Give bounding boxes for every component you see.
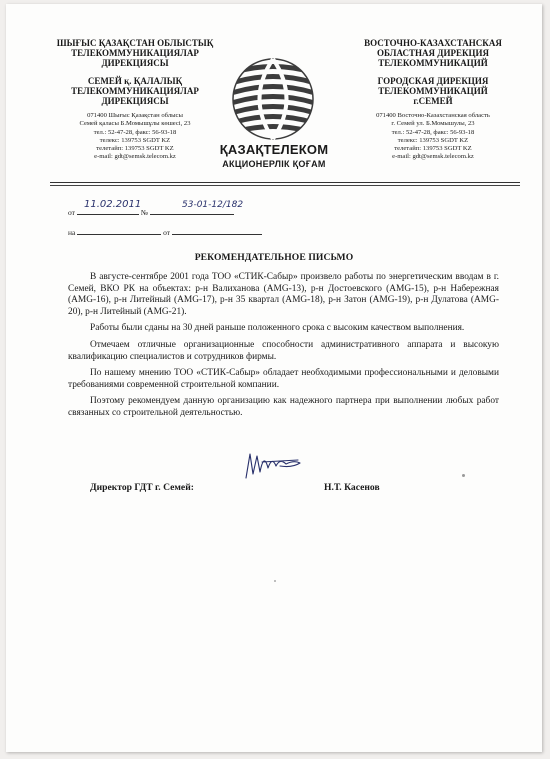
signatory-position: Директор ГДТ г. Семей: xyxy=(90,482,194,493)
brand-name: ҚАЗАҚТЕЛЕКОМ xyxy=(219,142,329,157)
letter-title: РЕКОМЕНДАТЕЛЬНОЕ ПИСЬМО xyxy=(194,252,354,263)
number-label: № xyxy=(140,208,148,217)
org-line: ВОСТОЧНО-КАЗАХСТАНСКАЯ xyxy=(364,38,502,48)
signatory-name: Н.Т. Касенов xyxy=(324,482,380,493)
address-kz xyxy=(50,112,220,162)
header-divider xyxy=(50,182,520,183)
kazakhtelecom-globe-logo-icon xyxy=(228,56,318,142)
org-line: ТЕЛЕКОММУНИКАЦИЯЛАР xyxy=(71,86,199,96)
address-line: e-mail: gdt@semsk.telecom.kz xyxy=(94,153,176,161)
paragraph: Поэтому рекомендуем данную организацию как надежного партнера при выполнении любых работ связанных со строительной деятельностью. xyxy=(68,396,499,418)
address-line: телетайп: 139753 SGDT KZ xyxy=(394,145,472,153)
city-org-name-kz xyxy=(50,76,220,106)
brand-subtitle: АКЦИОНЕРЛІК ҚОҒАМ xyxy=(222,159,326,169)
org-line: ТЕЛЕКОММУНИКАЦИЙ xyxy=(378,86,488,96)
handwritten-signature xyxy=(240,448,306,484)
org-line: ТЕЛЕКОММУНИКАЦИЙ xyxy=(378,58,488,68)
address-line: тел.: 52-47-28, факс: 56-93-18 xyxy=(391,128,475,136)
org-line: ДИРЕКЦИЯСЫ xyxy=(101,96,169,106)
org-line: ДИРЕКЦИЯСЫ xyxy=(101,58,169,68)
handwritten-date: 11.02.2011 xyxy=(84,199,142,210)
brand-block xyxy=(206,142,342,169)
on-label: на xyxy=(68,228,76,237)
paper-speck xyxy=(274,580,276,582)
letter-page xyxy=(6,4,542,752)
paragraph: По нашему мнению ТОО «СТИК-Сабыр» обладает необходимыми профессиональными и деловыми требованиями современной строительной компании. xyxy=(68,368,499,390)
address-line: г. Семей ул. Б.Момышулы, 23 xyxy=(391,120,475,128)
org-line: г.СЕМЕЙ xyxy=(413,96,453,106)
org-name-ru xyxy=(348,38,518,68)
header-left xyxy=(50,38,220,162)
header-divider-thin xyxy=(50,185,520,186)
paragraph: В августе-сентябре 2001 года ТОО «СТИК-Сабыр» произвело работы по энергетическим вводам в г. Семей, ВКО РК на объектах: р-н Валиханова (AMG-13), р-н Достоевского (AMG-15), р-н Набережная (AMG-16), р-н Литейный (AMG-17), р-н 35 квартал (AMG-18), р-н Затон (AMG-19), р-н Дулатова (AMG-20), р-н Литейный (AMG-21). xyxy=(68,272,499,317)
paragraph: Работы были сданы на 30 дней раньше положенного срока с высоким качеством выполнения. xyxy=(90,323,465,334)
from-label: от xyxy=(68,208,75,217)
city-org-name-ru xyxy=(348,76,518,106)
address-line: телекс: 139753 SGDT KZ xyxy=(99,136,171,144)
header-right xyxy=(348,38,518,162)
address-line: телекс: 139753 SGDT KZ xyxy=(397,136,469,144)
paragraph: Отмечаем отличные организационные способности административного аппарата и высокую квалификацию специалистов и сотрудников фирмы. xyxy=(68,339,499,362)
address-line: Семей қаласы Б.Момышұлы көшесі, 23 xyxy=(79,120,191,128)
paper-speck xyxy=(462,474,465,477)
org-line: ГОРОДСКАЯ ДИРЕКЦИЯ xyxy=(377,76,489,86)
org-line: ОБЛАСТНАЯ ДИРЕКЦИЯ xyxy=(377,48,489,58)
address-line: 071400 Шығыс Қазақстан облысы xyxy=(87,112,183,119)
org-line: ТЕЛЕКОММУНИКАЦИЯЛАР xyxy=(71,48,199,58)
address-line: e-mail: gdt@semsk.telecom.kz xyxy=(392,153,474,161)
incoming-reference-line xyxy=(68,228,262,237)
letter-body xyxy=(68,272,499,425)
handwritten-number: 53-01-12/182 xyxy=(182,200,244,210)
from-label: от xyxy=(163,228,171,237)
org-name-kz xyxy=(50,38,220,68)
address-line: 071400 Восточно-Казахстанская область xyxy=(376,112,490,119)
address-line: телетайп: 139753 SGDT KZ xyxy=(96,145,174,153)
org-line: ШЫҒЫС ҚАЗАҚСТАН ОБЛЫСТЫҚ xyxy=(56,38,214,48)
org-line: СЕМЕЙ қ. ҚАЛАЛЫҚ xyxy=(87,76,183,86)
address-ru xyxy=(348,112,518,162)
address-line: тел.: 52-47-28, факс: 56-93-18 xyxy=(93,128,177,136)
